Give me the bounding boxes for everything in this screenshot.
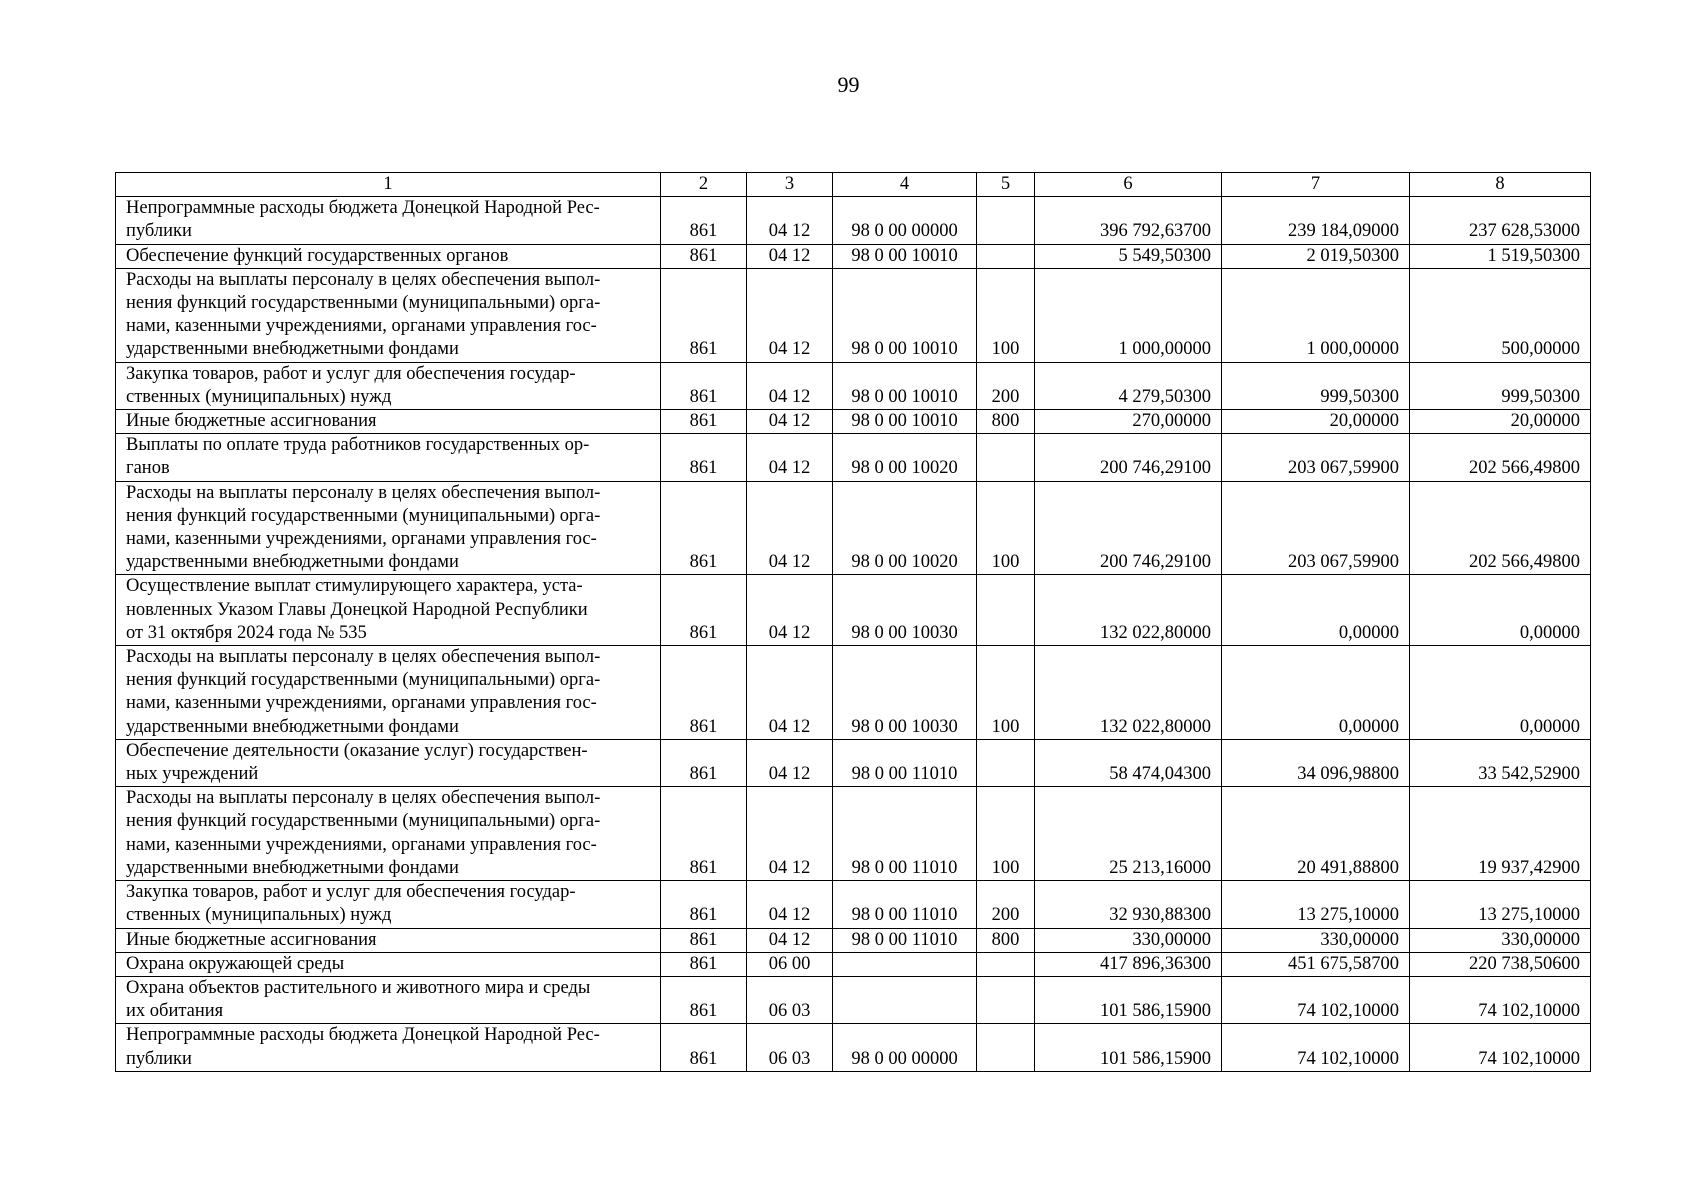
amount-col8-cell: 202 566,49800 (1410, 434, 1591, 481)
table-row (116, 362, 1591, 409)
grbs-code-cell: 861 (661, 575, 747, 646)
grbs-code-cell: 861 (661, 976, 747, 1023)
table-row (116, 197, 1591, 244)
row-name-line: Охрана объектов растительного и животного мира и среды (126, 977, 591, 998)
expense-type-cell (977, 739, 1035, 786)
row-name-line: Иные бюджетные ассигнования (126, 411, 377, 432)
grbs-code-cell: 861 (661, 197, 747, 244)
amount-col6-cell: 396 792,63700 (1035, 197, 1222, 244)
grbs-code-cell: 861 (661, 646, 747, 740)
row-name-line: нами, казенными учреждениями, органами управления гос- (126, 529, 597, 550)
column-number-row (116, 173, 1591, 197)
row-name-line: Непрограммные расходы бюджета Донецкой Народной Рес- (126, 198, 600, 219)
row-name-cell (116, 952, 661, 976)
amount-col8-cell: 237 628,53000 (1410, 197, 1591, 244)
amount-col8-cell: 0,00000 (1410, 646, 1591, 740)
section-code-cell: 04 12 (747, 268, 833, 362)
amount-col7-cell: 999,50300 (1222, 362, 1410, 409)
grbs-code-cell: 861 (661, 268, 747, 362)
amount-col8-cell: 19 937,42900 (1410, 787, 1591, 881)
row-name-line: их обитания (126, 1001, 224, 1022)
amount-col8-cell: 202 566,49800 (1410, 481, 1591, 575)
section-code-cell: 04 12 (747, 362, 833, 409)
target-article-cell: 98 0 00 10010 (833, 268, 977, 362)
amount-col7-cell: 239 184,09000 (1222, 197, 1410, 244)
row-name-cell (116, 575, 661, 646)
column-header: 7 (1222, 173, 1410, 197)
row-name-cell (116, 787, 661, 881)
amount-col6-cell: 101 586,15900 (1035, 976, 1222, 1023)
row-name-cell (116, 244, 661, 268)
row-name-cell (116, 976, 661, 1023)
row-name-line: нения функций государственными (муниципальными) орга- (126, 505, 601, 526)
column-header: 3 (747, 173, 833, 197)
row-name-cell (116, 268, 661, 362)
row-name-line: Непрограммные расходы бюджета Донецкой Народной Рес- (126, 1025, 600, 1046)
amount-col7-cell: 74 102,10000 (1222, 1024, 1410, 1071)
amount-col6-cell: 32 930,88300 (1035, 881, 1222, 928)
amount-col8-cell: 999,50300 (1410, 362, 1591, 409)
target-article-cell: 98 0 00 10020 (833, 481, 977, 575)
amount-col6-cell: 101 586,15900 (1035, 1024, 1222, 1071)
expense-type-cell: 100 (977, 787, 1035, 881)
row-name-cell (116, 481, 661, 575)
target-article-cell: 98 0 00 00000 (833, 1024, 977, 1071)
row-name-line: Обеспечение функций государственных органов (126, 245, 509, 266)
target-article-cell: 98 0 00 00000 (833, 197, 977, 244)
column-header: 2 (661, 173, 747, 197)
amount-col8-cell: 20,00000 (1410, 410, 1591, 434)
table-row (116, 881, 1591, 928)
target-article-cell: 98 0 00 11010 (833, 928, 977, 952)
row-name-line: Закупка товаров, работ и услуг для обеспечения государ- (126, 363, 576, 384)
section-code-cell: 04 12 (747, 575, 833, 646)
amount-col7-cell: 20,00000 (1222, 410, 1410, 434)
row-name-line: нения функций государственными (муниципальными) орга- (126, 811, 601, 832)
column-header: 5 (977, 173, 1035, 197)
section-code-cell: 06 00 (747, 952, 833, 976)
table-row (116, 928, 1591, 952)
row-name-line: Выплаты по оплате труда работников государственных ор- (126, 435, 590, 456)
column-header: 4 (833, 173, 977, 197)
amount-col6-cell: 330,00000 (1035, 928, 1222, 952)
expense-type-cell: 800 (977, 410, 1035, 434)
grbs-code-cell: 861 (661, 787, 747, 881)
expense-type-cell: 100 (977, 268, 1035, 362)
amount-col6-cell: 417 896,36300 (1035, 952, 1222, 976)
grbs-code-cell: 861 (661, 952, 747, 976)
target-article-cell: 98 0 00 11010 (833, 787, 977, 881)
grbs-code-cell: 861 (661, 410, 747, 434)
section-code-cell: 04 12 (747, 739, 833, 786)
row-name-cell (116, 1024, 661, 1071)
section-code-cell: 06 03 (747, 976, 833, 1023)
amount-col6-cell: 1 000,00000 (1035, 268, 1222, 362)
amount-col8-cell: 74 102,10000 (1410, 1024, 1591, 1071)
amount-col8-cell: 13 275,10000 (1410, 881, 1591, 928)
table-row (116, 434, 1591, 481)
row-name-line: Закупка товаров, работ и услуг для обеспечения государ- (126, 882, 576, 903)
expense-type-cell (977, 434, 1035, 481)
target-article-cell: 98 0 00 10030 (833, 575, 977, 646)
amount-col6-cell: 270,00000 (1035, 410, 1222, 434)
row-name-line: нами, казенными учреждениями, органами управления гос- (126, 834, 597, 855)
target-article-cell: 98 0 00 10020 (833, 434, 977, 481)
row-name-line: ственных (муниципальных) нужд (126, 905, 392, 926)
row-name-line: нения функций государственными (муниципальными) орга- (126, 293, 601, 314)
grbs-code-cell: 861 (661, 881, 747, 928)
amount-col7-cell: 203 067,59900 (1222, 434, 1410, 481)
amount-col7-cell: 74 102,10000 (1222, 976, 1410, 1023)
row-name-line: ударственными внебюджетными фондами (126, 339, 459, 360)
row-name-line: нами, казенными учреждениями, органами управления гос- (126, 693, 597, 714)
row-name-line: Расходы на выплаты персоналу в целях обеспечения выпол- (126, 269, 601, 290)
expense-type-cell (977, 1024, 1035, 1071)
section-code-cell: 04 12 (747, 481, 833, 575)
row-name-cell (116, 410, 661, 434)
row-name-line: публики (126, 221, 192, 242)
section-code-cell: 04 12 (747, 434, 833, 481)
amount-col7-cell: 34 096,98800 (1222, 739, 1410, 786)
amount-col8-cell: 1 519,50300 (1410, 244, 1591, 268)
row-name-cell (116, 928, 661, 952)
section-code-cell: 04 12 (747, 197, 833, 244)
table-row (116, 575, 1591, 646)
table-row (116, 268, 1591, 362)
row-name-line: Иные бюджетные ассигнования (126, 929, 377, 950)
row-name-line: ственных (муниципальных) нужд (126, 386, 392, 407)
amount-col8-cell: 220 738,50600 (1410, 952, 1591, 976)
amount-col6-cell: 132 022,80000 (1035, 575, 1222, 646)
expense-type-cell: 100 (977, 481, 1035, 575)
row-name-line: нения функций государственными (муниципальными) орга- (126, 670, 601, 691)
table-row (116, 646, 1591, 740)
target-article-cell (833, 976, 977, 1023)
amount-col7-cell: 1 000,00000 (1222, 268, 1410, 362)
amount-col8-cell: 74 102,10000 (1410, 976, 1591, 1023)
column-header: 1 (116, 173, 661, 197)
grbs-code-cell: 861 (661, 739, 747, 786)
column-header: 6 (1035, 173, 1222, 197)
expense-type-cell (977, 575, 1035, 646)
amount-col7-cell: 2 019,50300 (1222, 244, 1410, 268)
expense-type-cell: 100 (977, 646, 1035, 740)
amount-col6-cell: 200 746,29100 (1035, 434, 1222, 481)
row-name-cell (116, 434, 661, 481)
row-name-line: Расходы на выплаты персоналу в целях обеспечения выпол- (126, 647, 601, 668)
amount-col8-cell: 500,00000 (1410, 268, 1591, 362)
row-name-line: ударственными внебюджетными фондами (126, 552, 459, 573)
section-code-cell: 04 12 (747, 787, 833, 881)
amount-col7-cell: 330,00000 (1222, 928, 1410, 952)
amount-col7-cell: 203 067,59900 (1222, 481, 1410, 575)
target-article-cell: 98 0 00 11010 (833, 739, 977, 786)
section-code-cell: 06 03 (747, 1024, 833, 1071)
grbs-code-cell: 861 (661, 434, 747, 481)
row-name-cell (116, 362, 661, 409)
amount-col8-cell: 0,00000 (1410, 575, 1591, 646)
row-name-line: Расходы на выплаты персоналу в целях обеспечения выпол- (126, 482, 601, 503)
grbs-code-cell: 861 (661, 481, 747, 575)
expense-type-cell (977, 952, 1035, 976)
section-code-cell: 04 12 (747, 244, 833, 268)
amount-col7-cell: 0,00000 (1222, 575, 1410, 646)
target-article-cell: 98 0 00 10010 (833, 410, 977, 434)
amount-col7-cell: 451 675,58700 (1222, 952, 1410, 976)
target-article-cell: 98 0 00 11010 (833, 881, 977, 928)
amount-col7-cell: 0,00000 (1222, 646, 1410, 740)
section-code-cell: 04 12 (747, 881, 833, 928)
target-article-cell: 98 0 00 10030 (833, 646, 977, 740)
table-row (116, 1024, 1591, 1071)
target-article-cell: 98 0 00 10010 (833, 244, 977, 268)
row-name-line: Расходы на выплаты персоналу в целях обеспечения выпол- (126, 788, 601, 809)
section-code-cell: 04 12 (747, 410, 833, 434)
amount-col6-cell: 132 022,80000 (1035, 646, 1222, 740)
table-row (116, 952, 1591, 976)
amount-col6-cell: 4 279,50300 (1035, 362, 1222, 409)
grbs-code-cell: 861 (661, 928, 747, 952)
row-name-line: новленных Указом Главы Донецкой Народной Республики (126, 599, 588, 620)
table-row (116, 410, 1591, 434)
grbs-code-cell: 861 (661, 244, 747, 268)
section-code-cell: 04 12 (747, 646, 833, 740)
column-header: 8 (1410, 173, 1591, 197)
expense-type-cell (977, 197, 1035, 244)
table-row (116, 976, 1591, 1023)
amount-col6-cell: 25 213,16000 (1035, 787, 1222, 881)
amount-col6-cell: 200 746,29100 (1035, 481, 1222, 575)
amount-col6-cell: 58 474,04300 (1035, 739, 1222, 786)
table-row (116, 244, 1591, 268)
section-code-cell: 04 12 (747, 928, 833, 952)
grbs-code-cell: 861 (661, 362, 747, 409)
amount-col7-cell: 13 275,10000 (1222, 881, 1410, 928)
amount-col6-cell: 5 549,50300 (1035, 244, 1222, 268)
row-name-cell (116, 646, 661, 740)
row-name-line: ударственными внебюджетными фондами (126, 716, 459, 737)
page-number: 99 (837, 72, 860, 97)
amount-col8-cell: 330,00000 (1410, 928, 1591, 952)
expense-type-cell: 800 (977, 928, 1035, 952)
row-name-line: публики (126, 1048, 192, 1069)
target-article-cell (833, 952, 977, 976)
row-name-line: ударственными внебюджетными фондами (126, 857, 459, 878)
row-name-cell (116, 197, 661, 244)
expense-type-cell (977, 976, 1035, 1023)
row-name-line: Охрана окружающей среды (126, 953, 345, 974)
expense-type-cell: 200 (977, 362, 1035, 409)
row-name-line: нами, казенными учреждениями, органами управления гос- (126, 316, 597, 337)
row-name-line: Осуществление выплат стимулирующего характера, уста- (126, 576, 583, 597)
expense-type-cell (977, 244, 1035, 268)
table-row (116, 787, 1591, 881)
row-name-line: Обеспечение деятельности (оказание услуг) государствен- (126, 740, 588, 761)
row-name-line: ганов (126, 458, 170, 479)
row-name-cell (116, 881, 661, 928)
expense-type-cell: 200 (977, 881, 1035, 928)
grbs-code-cell: 861 (661, 1024, 747, 1071)
row-name-cell (116, 739, 661, 786)
amount-col8-cell: 33 542,52900 (1410, 739, 1591, 786)
table-row (116, 481, 1591, 575)
row-name-line: от 31 октября 2024 года № 535 (126, 622, 367, 643)
amount-col7-cell: 20 491,88800 (1222, 787, 1410, 881)
row-name-line: ных учреждений (126, 764, 259, 785)
table-row (116, 739, 1591, 786)
target-article-cell: 98 0 00 10010 (833, 362, 977, 409)
budget-table (115, 172, 1591, 1072)
